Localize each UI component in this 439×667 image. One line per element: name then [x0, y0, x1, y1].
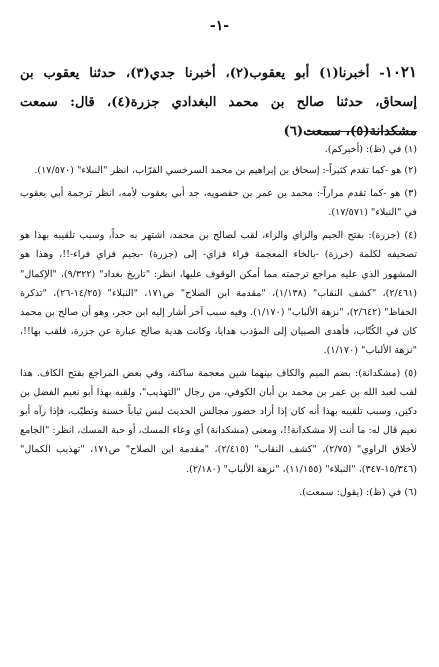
footnote-text: (جزرة): بفتح الجيم والزاي والراء، لقب لصالح بن محمد، اشتهر به حداً، وسبب تلقيبه بهذا هو تصحيفه لكلمة (خرزة) -بالخاء المعجمة فراء فزاي- إلى (جزرة) -بجيم فزاي فراء-!!، وهذا هو المشهور الذي عليه مراجع ترجمته مما أمكن الوقوف عليها، انظر: "تاريخ بغداد" (٩/٣٢٢)، "الإكمال" (٢/٤٦١)، "كشف النقاب" (١/١٣٨)، "مقدمة ابن الصلاح" ص١٧١، "النبلاء" (١٤/٢٥-٢٦)، "تذكرة الحفاظ" (٢/٦٤٢)، "نزهة الألباب" (١/١٧٠). وفيه سبب آخر أشار إليه ابن حجر، وهو أن صالح بن محمد كان في الكُتّاب، فأهدى الصبيان إلى المؤدب هدايا، وكانت هدية صالح عبارة عن جزرة، فلقب بها!!، "نزهة الألباب" (١/١٧٠).	[20, 230, 418, 356]
footnote-text: هو -كما تقدم كثيراً-: إسحاق بن إبراهيم بن محمد السرخسي القرّاب، انظر "النبلاء" (١٧/٥٧٠).	[34, 165, 402, 177]
footnote-number: (٥)	[404, 368, 417, 380]
footnote-1	[20, 140, 417, 159]
footnote-number: (٤)	[404, 230, 417, 242]
footnote-number: (٣)	[404, 188, 417, 200]
hadith-number: ١٠٢١	[384, 63, 417, 81]
footnotes-section	[20, 140, 417, 506]
hadith-text-block	[20, 58, 417, 146]
footnote-5	[20, 364, 417, 479]
footnote-number: (٦)	[404, 486, 417, 498]
hadith-text: - أخبرنا(١) أبو يعقوب(٢)، أخبرنا جدي(٣)، حدثنا يعقوب بن إسحاق، حدثنا صالح بن محمد البغدادي جزرة(٤)، قال: سمعت مشكدانة(٥)، سمعت(٦)	[20, 66, 417, 139]
footnote-number: (١)	[404, 144, 417, 155]
footnote-text: هو -كما تقدم مراراً-: محمد بن عمر بن حفصويه، جد أبي يعقوب لأمه، انظر ترجمة أبي يعقوب في "النبلاء" (١٧/٥٧١).	[20, 188, 417, 219]
footnote-3	[20, 184, 417, 222]
footnote-divider	[307, 131, 417, 132]
footnote-6	[20, 483, 417, 502]
footnote-2	[20, 161, 417, 180]
footnote-text: (مشكدانة): بضم الميم والكاف بينهما شين معجمة ساكنة، وفي بعض المراجع بفتح الكاف. هذا لقب لعبد الله بن عمر بن محمد بن أبان الكوفي، من رجال "التهذيب"، ولقبه بهذا أبو نعيم الفضل بن دكين، وسبب تلقيبه بهذا أنه كان إذا أراد حضور مجالس الحديث لبس ثياباً حسنة وتطيّب، فإذا رآه أبو نعيم قال له: ما أنت إلا مشكدانة!!، ومعنى (مشكدانة) أي وعاء المسك، أو حبة المسك، انظر: "الجامع لأخلاق الراوي" (٢/٧٥)، "كشف النقاب" (٢/٤١٥)، "مقدمة ابن الصلاح" ص١٧١، "تهذيب الكمال" (١٥/٣٤٦-٣٤٧)، "النبلاء" (١١/١٥٥)، "نزهة الألباب" (٢/١٨٠).	[20, 368, 417, 475]
footnote-text: في (ظ): (أخبركم).	[324, 144, 402, 155]
footnote-number: (٢)	[404, 165, 417, 177]
page-number: -١-	[209, 18, 230, 34]
footnote-4	[20, 226, 417, 360]
footnote-text: في (ظ): (يقول: سمعت).	[299, 486, 402, 498]
